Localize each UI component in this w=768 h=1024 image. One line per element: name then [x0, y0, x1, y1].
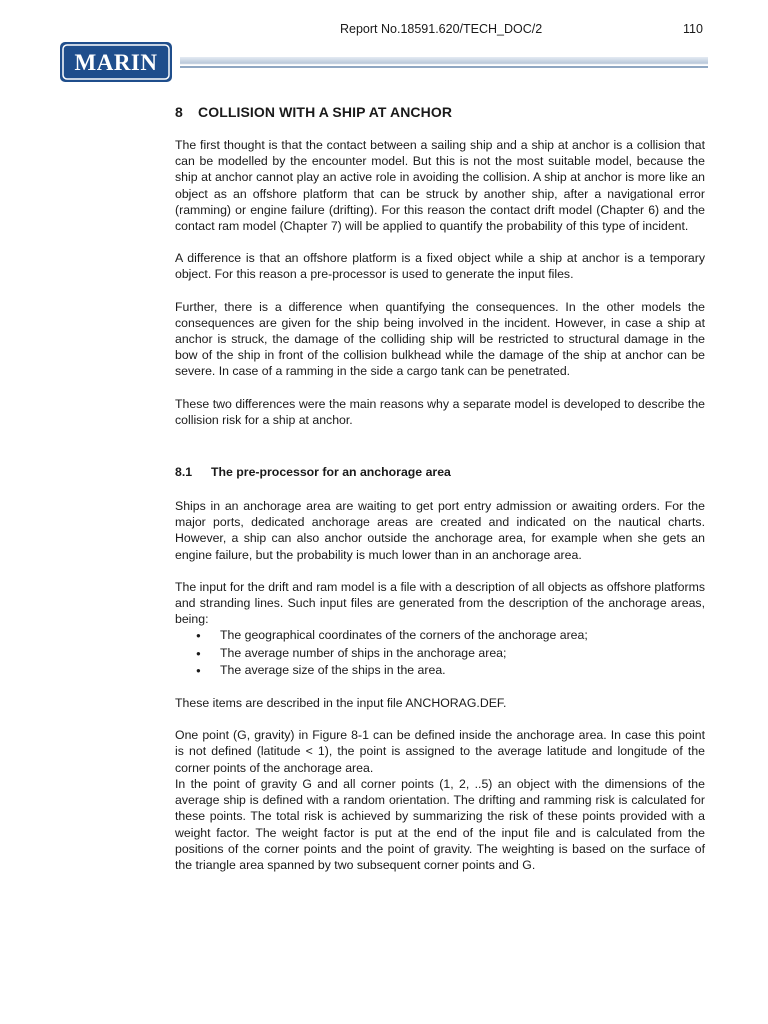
header-banner	[180, 57, 708, 71]
logo-text: MARIN	[74, 50, 158, 75]
document-body	[175, 104, 705, 889]
marin-logo	[60, 42, 172, 82]
bullet-list	[175, 627, 705, 679]
list-item: ● The geographical coordinates of the corners of the anchorage area;	[175, 627, 705, 644]
chapter-paragraph-1: The first thought is that the contact between a sailing ship and a ship at anchor is a collision that can be modelled by the encounter model. But this is not the most suitable model, because the ship at anchor cannot play an active role in avoiding the collision. A ship at anchor is more like an object as an offshore platform that can be struck by another ship, after a navigational error (ramming) or engine failure (drifting). For this reason the contact drift model (Chapter 6) and the contact ram model (Chapter 7) will be applied to quantify the probability of this type of incident.	[175, 138, 705, 234]
chapter-number: 8	[175, 104, 183, 120]
chapter-title: COLLISION WITH A SHIP AT ANCHOR	[198, 104, 453, 120]
page-number: 110	[683, 22, 703, 36]
list-item: ● The average number of ships in the anchorage area;	[175, 645, 705, 662]
section-paragraph-3: These items are described in the input file ANCHORAG.DEF.	[175, 696, 507, 711]
chapter-paragraph-4: These two differences were the main reasons why a separate model is developed to describe the collision risk for a ship at anchor.	[175, 396, 705, 427]
section-paragraph-4: One point (G, gravity) in Figure 8-1 can be defined inside the anchorage area. In case this point is not defined (latitude < 1), the point is assigned to the average latitude and longitude of the corner points of the anchorage area.	[175, 728, 705, 775]
chapter-heading	[175, 104, 705, 120]
section-paragraph-1: Ships in an anchorage area are waiting to get port entry admission or awaiting orders. For the major ports, dedicated anchorage areas are created and indicated on the nautical charts. However, a ship can also anchor outside the anchorage area, for example when she gets an engine failure, but the probability is much lower than in an anchorage area.	[175, 499, 705, 562]
list-item: ● The average size of the ships in the area.	[175, 662, 705, 679]
section-heading	[175, 465, 705, 479]
section-paragraph-2: The input for the drift and ram model is a file with a description of all objects as offshore platforms and stranding lines. Such input files are generated from the description of the anchorage areas, being:	[175, 579, 705, 627]
section-title: The pre-processor for an anchorage area	[211, 465, 451, 480]
report-reference: Report No.18591.620/TECH_DOC/2	[340, 22, 543, 36]
header-divider	[180, 66, 708, 68]
chapter-paragraph-3: Further, there is a difference when quantifying the consequences. In the other models the consequences are given for the ship being involved in the incident. However, in case a ship at anchor is struck, the damage of the colliding ship will be restricted to structural damage in the bow of the ship in front of the collision bulkhead while the damage of the ship at anchor can be severe. In case of a ramming in the side a cargo tank can be penetrated.	[175, 299, 705, 379]
section-paragraph-5: In the point of gravity G and all corner points (1, 2, ..5) an object with the dimensions of the average ship is defined with a random orientation. The drifting and ramming risk is calculated for these points. The total risk is achieved by summarizing the risk of these points provided with a weight factor. The weight factor is put at the end of the input file and is calculated from the positions of the corner points and the point of gravity. The weighting is based on the surface of the triangle area spanned by two subsequent corner points and G.	[175, 776, 705, 872]
chapter-paragraph-2: A difference is that an offshore platform is a fixed object while a ship at anchor is a temporary object. For this reason a pre-processor is used to generate the input files.	[175, 251, 705, 282]
section-number: 8.1	[175, 465, 193, 480]
